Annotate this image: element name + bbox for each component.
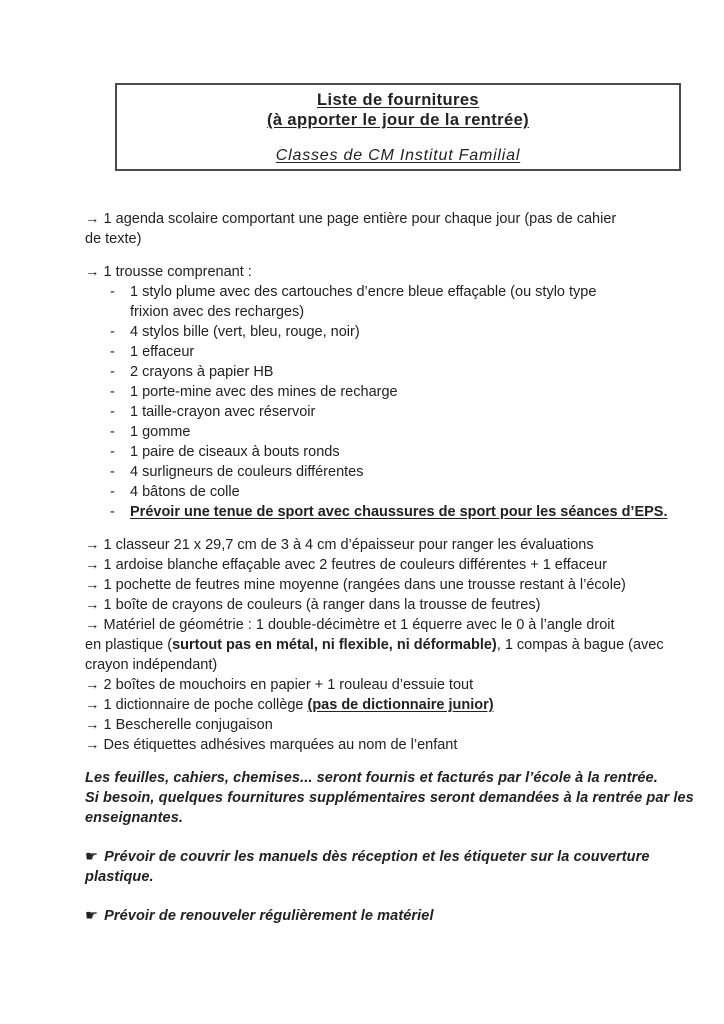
text-segment: 1 classeur 21 x 29,7 cm de 3 à 4 cm d’épaisseur pour ranger les évaluations [103,537,594,553]
text-segment: 1 agenda scolaire comportant une page entière pour chaque jour (pas de cahier [103,211,617,227]
supply-list-item [85,615,664,675]
supply-list-item [85,675,654,695]
text-segment: 4 stylos bille (vert, bleu, rouge, noir) [130,324,360,340]
arrow-bullet-icon: → [85,557,104,573]
text-segment: surtout pas en métal, ni flexible, ni déformable) [172,637,497,653]
sub-list-item [85,422,654,442]
arrow-bullet-icon: → [85,717,104,733]
supply-list-item [85,575,654,595]
text-segment: Prévoir de couvrir les manuels dès réception et les étiqueter sur la couverture [104,849,650,865]
sub-list-item-text [130,342,654,362]
text-segment: frixion avec des recharges) [130,304,305,320]
text-segment: Prévoir une tenue de sport avec chaussures de sport pour les séances d’EPS. [130,504,668,520]
supply-list-item [85,535,654,555]
sub-list-item-text [130,422,654,442]
arrow-bullet-icon: → [85,617,104,633]
arrow-bullet-icon: → [85,211,104,227]
sub-list-item-text [130,382,654,402]
dash-bullet: - [110,484,115,500]
supply-list-item [85,735,654,755]
arrow-bullet-icon: → [85,697,104,713]
text-segment: 1 dictionnaire de poche collège [103,697,308,713]
text-segment: (pas de dictionnaire junior) [307,697,494,713]
text-segment: 1 Bescherelle conjugaison [103,717,273,733]
text-segment: 4 surligneurs de couleurs différentes [130,464,364,480]
supply-list-item [85,209,654,249]
text-segment: Les feuilles, cahiers, chemises... seront fournis et facturés par l’école à la rentrée. [85,770,658,786]
text-segment: 2 boîtes de mouchoirs en papier + 1 rouleau d’essuie tout [103,677,474,693]
dash-bullet: - [110,324,115,340]
supply-list-item [85,555,654,575]
sub-list-item [85,442,654,462]
sub-list-item [85,502,668,522]
arrow-bullet-icon: → [85,597,104,613]
dash-bullet: - [110,464,115,480]
note-paragraph [85,847,654,887]
sub-list-item [85,402,654,422]
sub-list-item [85,362,654,382]
document-title-line2: (à apporter le jour de la rentrée) [266,111,530,129]
arrow-bullet-icon: → [85,737,104,753]
text-segment: crayon indépendant) [85,657,218,673]
dash-bullet: - [110,404,115,420]
supply-list [85,209,694,926]
text-segment: 1 stylo plume avec des cartouches d’encre bleue effaçable (ou stylo type [130,284,597,300]
supply-list-item [85,595,654,615]
text-segment: 1 trousse comprenant : [103,264,252,280]
text-segment: 1 boîte de crayons de couleurs (à ranger dans la trousse de feutres) [103,597,541,613]
text-segment: enseignantes. [85,810,183,826]
sub-list-item [85,382,654,402]
sub-list-item-text [130,362,654,382]
text-segment: 1 ardoise blanche effaçable avec 2 feutres de couleurs différentes + 1 effaceur [103,557,607,573]
arrow-bullet-icon: → [85,577,104,593]
sub-list-item [85,462,654,482]
arrow-bullet-icon: → [85,677,104,693]
supply-list-item [85,695,654,715]
supply-list-item [85,262,654,282]
text-segment: 2 crayons à papier HB [130,364,274,380]
note-paragraph [85,768,694,828]
document-subtitle: Classes de CM Institut Familial [275,147,521,164]
text-segment: 4 bâtons de colle [130,484,240,500]
text-segment: 1 paire de ciseaux à bouts ronds [130,444,340,460]
document-title-line1: Liste de fournitures [316,91,480,109]
dash-bullet: - [110,344,115,360]
text-segment: Prévoir de renouveler régulièrement le matériel [104,908,434,924]
pointing-hand-icon: ☛ [85,849,99,865]
text-segment: en plastique ( [85,637,173,653]
sub-list-item-text [130,402,654,422]
dash-bullet: - [110,384,115,400]
note-paragraph [85,906,654,926]
dash-bullet: - [110,364,115,380]
spacer [85,828,654,847]
sub-list-item-text [130,442,654,462]
text-segment: Des étiquettes adhésives marquées au nom de l’enfant [103,737,458,753]
text-segment: Matériel de géométrie : 1 double-décimètre et 1 équerre avec le 0 à l’angle droit [103,617,615,633]
arrow-bullet-icon: → [85,537,104,553]
text-segment: de texte) [85,231,142,247]
arrow-bullet-icon: → [85,264,104,280]
spacer [85,249,654,262]
sub-list-item-text [130,502,668,522]
header-box [115,83,681,171]
text-segment: 1 effaceur [130,344,195,360]
spacer [85,755,654,768]
sub-list-item-text [130,322,654,342]
sub-list-item-text [130,462,654,482]
spacer [85,522,654,535]
text-segment: 1 porte-mine avec des mines de recharge [130,384,398,400]
spacer [85,887,654,906]
pointing-hand-icon: ☛ [85,908,99,924]
supply-list-item [85,715,654,735]
text-segment: 1 gomme [130,424,191,440]
text-segment: Si besoin, quelques fournitures supplémentaires seront demandées à la rentrée par les [85,790,694,806]
text-segment: , 1 compas à bague (avec [496,637,664,653]
text-segment: 1 pochette de feutres mine moyenne (rangées dans une trousse restant à l’école) [103,577,626,593]
dash-bullet: - [110,284,115,300]
sub-list-item [85,342,654,362]
text-segment: 1 taille-crayon avec réservoir [130,404,316,420]
sub-list-item-text [130,282,654,322]
sub-list-item-text [130,482,654,502]
sub-list-item [85,322,654,342]
sub-list-item [85,482,654,502]
dash-bullet: - [110,424,115,440]
text-segment: plastique. [85,869,154,885]
dash-bullet: - [110,504,115,520]
dash-bullet: - [110,444,115,460]
sub-list-item [85,282,654,322]
